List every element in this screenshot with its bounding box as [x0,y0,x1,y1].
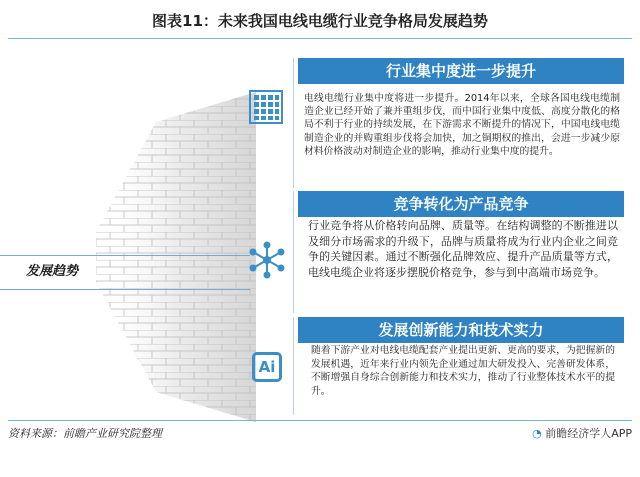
trend-label: 发展趋势 [26,264,79,279]
page-title: 图表11：未来我国电线电缆行业竞争格局发展趋势 [152,12,488,30]
source-note: 资料来源：前瞻产业研究院整理 [8,427,162,440]
brand-name: 前瞻经济学人APP [545,427,632,440]
panel-body-product-competition: 行业竞争将从价格转向品牌、质量等。在结构调整的不断推进以及细分市场需求的升级下，品牌与质量将成为行业内企业之间竞争的关键因素。通过不断强化品牌效应、提升产品质量等方式，电线电缆企业将逐步摆脱价格竞争，参与到中高端市场竞争。 [308,219,618,279]
title-divider [8,38,632,39]
arrow-line-upper [0,255,250,256]
footer-divider [8,420,632,421]
network-icon [247,240,287,280]
brick-wall-graphic [96,92,266,422]
panel-body-innovation: 随着下游产业对电线电缆配套产业提出更新、更高的要求，为把握新的发展机遇，近年来行业内领先企业通过加大研发投入、完善研发体系，不断增强自身综合创新能力和技术实力，推动了行业整体技术水平的提升。 [311,345,615,397]
arrow-line-lower [0,289,250,290]
brand-credit [532,425,632,441]
ai-icon: Ai [252,352,282,382]
grid-icon [247,88,285,126]
panel-heading-innovation: 发展创新能力和技术实力 [298,317,624,343]
panel-heading-concentration: 行业集中度进一步提升 [298,58,624,84]
panel-body-concentration: 电线电缆行业集中度将进一步提升。2014年以来，全球各国电线电缆制造企业已经开始了兼并重组步伐，而中国行业集中度低、高度分散化的格局不利于行业的持续发展，在下游需求不断提升的情况下，中国电线电缆制造企业的并购重组步伐将会加快，加之铜期权的推出，会进一步减少原材料价格波动对制造企业的影响，推动行业集中度的提升。 [304,93,620,157]
panel-heading-product-competition: 竞争转化为产品竞争 [298,191,624,217]
brand-logo-icon: ◔ [532,427,542,440]
